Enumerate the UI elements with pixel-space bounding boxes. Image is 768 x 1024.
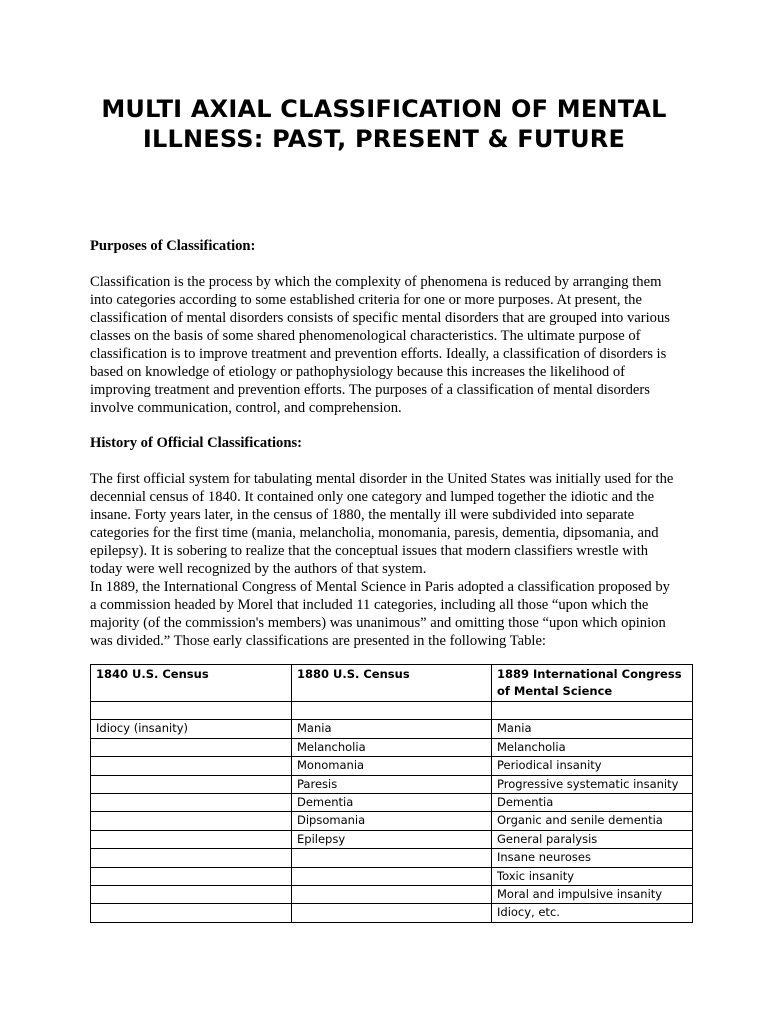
paragraph-history-census: The first official system for tabulating mental disorder in the United States was initially used for the decennial census of 1840. It contained only one category and lumped together the idiotic and the insane. Forty years later, in the census of 1880, the mentally ill were subdivided into separate categories for the first time (mania, melancholia, monomania, paresis, dementia, dipsomania, and epilepsy). It is sobering to realize that the conceptual issues that modern classifiers wrestle with today were well recognized by the authors of that system. [90, 471, 674, 577]
table-row [91, 757, 693, 775]
table-body [91, 702, 693, 923]
table-cell: Dementia [292, 793, 492, 811]
table-cell [91, 702, 292, 720]
table-header-cell: 1889 International Congress of Mental Science [492, 665, 693, 702]
table-cell: Moral and impulsive insanity [492, 885, 693, 903]
table-row [91, 849, 693, 867]
table-row [91, 867, 693, 885]
table-cell: Insane neuroses [492, 849, 693, 867]
table-row [91, 702, 693, 720]
table-cell [91, 793, 292, 811]
table-cell: Progressive systematic insanity [492, 775, 693, 793]
table-cell: Organic and senile dementia [492, 812, 693, 830]
document-title: MULTI AXIAL CLASSIFICATION OF MENTAL ILLNESS: PAST, PRESENT & FUTURE [101, 95, 667, 153]
table-cell: Mania [492, 720, 693, 738]
table-cell: Periodical insanity [492, 757, 693, 775]
table-row [91, 738, 693, 756]
table-cell [91, 830, 292, 848]
table-row [91, 812, 693, 830]
section-heading-purposes: Purposes of Classification: [90, 238, 256, 254]
table-row [91, 775, 693, 793]
table-cell: Idiocy, etc. [492, 904, 693, 922]
table-cell [91, 738, 292, 756]
table-cell [292, 904, 492, 922]
paragraph-purposes: Classification is the process by which the complexity of phenomena is reduced by arranging them into categories according to some established criteria for one or more purposes. At present, the classification of mental disorders consists of specific mental disorders that are grouped into various classes on the basis of some shared phenomenological characteristics. The ultimate purpose of classification is to improve treatment and prevention efforts. Ideally, a classification of disorders is based on knowledge of etiology or pathophysiology because this increases the likelihood of improving treatment and prevention efforts. The purposes of a classification of mental disorders involve communication, control, and comprehension. [90, 274, 670, 416]
table-cell: Melancholia [292, 738, 492, 756]
table-cell [91, 885, 292, 903]
table-cell [91, 904, 292, 922]
table-cell: Melancholia [492, 738, 693, 756]
table-row [91, 720, 693, 738]
table-cell [91, 775, 292, 793]
table-cell [292, 867, 492, 885]
table-cell: General paralysis [492, 830, 693, 848]
table-cell: Monomania [292, 757, 492, 775]
table-cell: Mania [292, 720, 492, 738]
table-row [91, 793, 693, 811]
table-header-cell: 1880 U.S. Census [292, 665, 492, 702]
table-header-row [91, 665, 693, 702]
table-cell [91, 849, 292, 867]
table-cell [292, 885, 492, 903]
section-heading-history: History of Official Classifications: [90, 435, 302, 451]
table-cell: Epilepsy [292, 830, 492, 848]
classification-table [90, 664, 693, 923]
table-cell: Idiocy (insanity) [91, 720, 292, 738]
table-cell [292, 849, 492, 867]
table-row [91, 904, 693, 922]
table-cell [492, 702, 693, 720]
table-cell [91, 757, 292, 775]
table-header-cell: 1840 U.S. Census [91, 665, 292, 702]
table-cell [91, 812, 292, 830]
table-cell: Paresis [292, 775, 492, 793]
table-cell [292, 702, 492, 720]
table-cell: Toxic insanity [492, 867, 693, 885]
paragraph-history-congress: In 1889, the International Congress of Mental Science in Paris adopted a classification proposed by a commission headed by Morel that included 11 categories, including all those “upon which the majority (of the commission's members) was unanimous” and omitting those “upon which opinion was divided.” Those early classifications are presented in the following Table: [90, 579, 670, 649]
table-row [91, 830, 693, 848]
table-cell: Dipsomania [292, 812, 492, 830]
table-cell [91, 867, 292, 885]
table-row [91, 885, 693, 903]
table-cell: Dementia [492, 793, 693, 811]
